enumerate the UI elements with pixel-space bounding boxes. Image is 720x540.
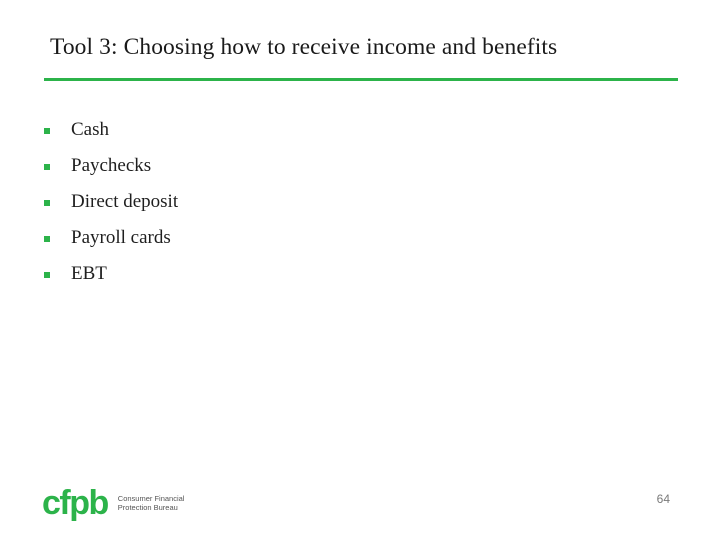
bullet-item-payroll-cards (44, 220, 178, 256)
logo-line-1: Consumer Financial (117, 494, 185, 503)
slide-title: Tool 3: Choosing how to receive income and benefits (50, 34, 558, 60)
bullet-list (44, 112, 178, 292)
bullet-label: Payroll cards (71, 227, 171, 248)
bullet-label: Direct deposit (71, 191, 179, 212)
square-bullet-icon (44, 236, 50, 242)
logo-line-2: Protection Bureau (117, 503, 178, 512)
bullet-item-ebt (44, 256, 178, 292)
bullet-item-paychecks (44, 148, 178, 184)
bullet-label: Cash (71, 119, 109, 140)
square-bullet-icon (44, 272, 50, 278)
page-number: 64 (656, 492, 670, 506)
cfpb-logo (42, 486, 184, 520)
logo-mark: cfpb (42, 484, 108, 522)
square-bullet-icon (44, 200, 50, 206)
bullet-item-cash (44, 112, 178, 148)
bullet-label: EBT (71, 263, 107, 284)
bullet-item-direct-deposit (44, 184, 178, 220)
title-divider (44, 78, 678, 81)
square-bullet-icon (44, 128, 50, 134)
square-bullet-icon (44, 164, 50, 170)
bullet-label: Paychecks (71, 155, 152, 176)
logo-wordmark (118, 494, 185, 512)
